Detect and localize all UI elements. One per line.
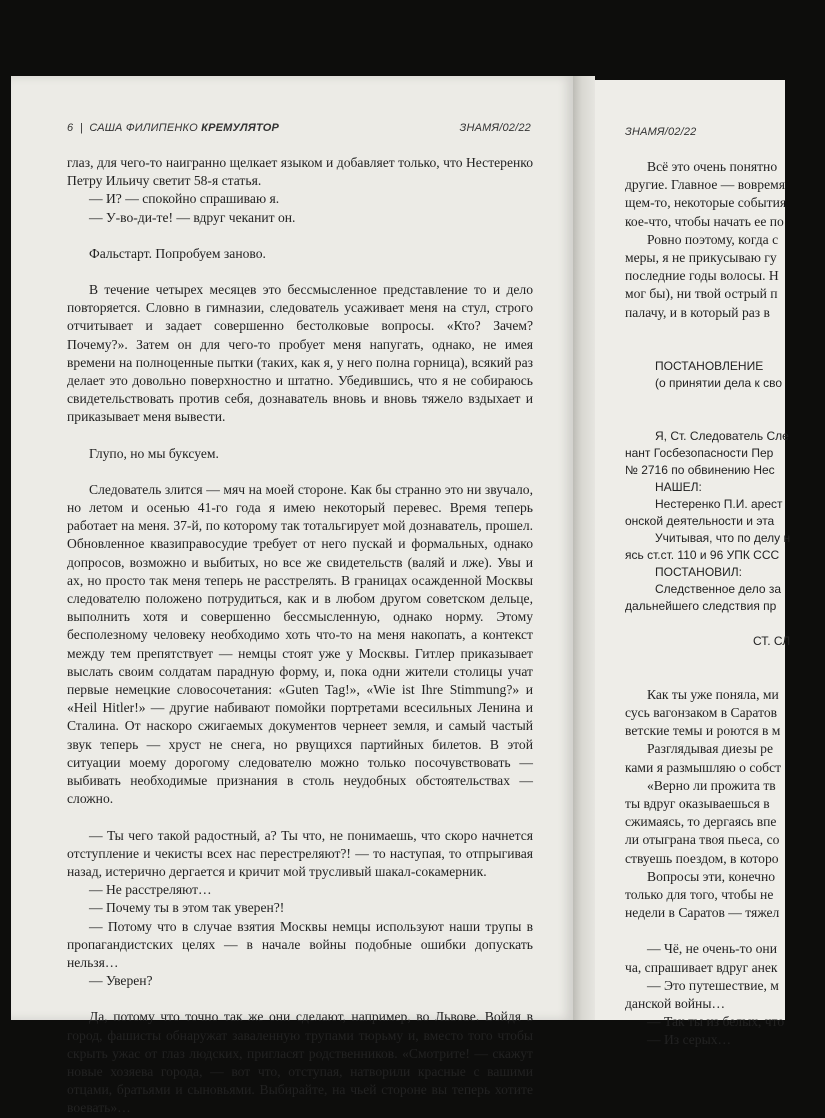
right-page-header: ЗНАМЯ/02/22 bbox=[625, 126, 697, 138]
text-line: последние годы волосы. Н bbox=[625, 268, 779, 284]
document-line: Нестеренко П.И. арест bbox=[655, 496, 783, 511]
text-line: меры, я не прикусываю гу bbox=[625, 250, 777, 266]
dialogue-line: — Уверен? bbox=[89, 973, 153, 989]
dialogue-line: ча, спрашивает вдруг анек bbox=[625, 959, 778, 975]
text-line: «Верно ли прожита тв bbox=[647, 777, 776, 793]
document-title: ПОСТАНОВЛЕНИЕ bbox=[655, 358, 764, 373]
paragraph: Глупо, но мы буксуем. bbox=[89, 445, 219, 461]
document-line: НАШЕЛ: bbox=[655, 479, 702, 494]
text-line: ветские темы и роются в м bbox=[625, 723, 781, 739]
text-line: ты вдруг оказываешься в bbox=[625, 796, 770, 812]
document-subtitle: (о принятии дела к сво bbox=[655, 375, 783, 390]
dialogue-line: — Не расстреляют… bbox=[89, 882, 212, 898]
text-line: мог бы), ни твой острый п bbox=[625, 286, 778, 302]
dialogue-line: — Почему ты в этом так уверен?! bbox=[89, 900, 285, 916]
paragraph: Да, потому что точно так же они сделают, например, во Львове. Войдя в город, фашисты обнаружат заваленную трупами тюрьму и, вместо того чтобы скрыть ужас от глаз людских, пригласят родственников. «Смотрите! — скажут новые хозяева города, — вот что, отступая, натворили красные с вашими отцами, братьями и сыновьями. Выбирайте, на чьей стороне вы теперь хотите воевать»… bbox=[67, 1009, 533, 1116]
text-line: ли отыграна твоя пьеса, со bbox=[625, 832, 780, 848]
dialogue-line: — Так ты из белых, что bbox=[647, 1014, 785, 1030]
text-line: Разглядывая диезы ре bbox=[647, 741, 773, 757]
document-line: онской деятельности и эта bbox=[625, 513, 775, 528]
dialogue-line: — И? — спокойно спрашиваю я. bbox=[89, 191, 280, 207]
document-line: Я, Ст. Следователь Сле bbox=[655, 428, 789, 443]
right-text-column bbox=[625, 158, 825, 1050]
text-line: Как ты уже поняла, ми bbox=[647, 686, 779, 702]
dialogue-line: данской войны… bbox=[625, 996, 726, 1012]
document-line: Следственное дело за bbox=[655, 581, 782, 596]
page-gutter bbox=[573, 76, 595, 1020]
text-line: сжимаясь, то дергаясь впе bbox=[625, 814, 777, 830]
text-line: щем-то, некоторые события bbox=[625, 195, 787, 211]
document-signature: СТ. СЛ bbox=[753, 633, 791, 648]
text-line: палачу, и в который раз в bbox=[625, 304, 770, 320]
text-line: Всё это очень понятно bbox=[647, 159, 778, 174]
dialogue-line: — Чё, не очень-то они bbox=[647, 941, 777, 957]
text-line: Ровно поэтому, когда с bbox=[647, 231, 779, 247]
text-line: недели в Саратов — тяжел bbox=[625, 905, 780, 921]
header-separator: | bbox=[79, 122, 83, 134]
magazine-issue: ЗНАМЯ/02/22 bbox=[459, 122, 531, 134]
text-line: Вопросы эти, конечно bbox=[647, 868, 776, 884]
document-line: нант Госбезопасности Пер bbox=[625, 445, 774, 460]
dialogue-line: — Потому что в случае взятия Москвы немцы используют наши трупы в пропагандистских целях — в начале войны подобные ошибки допускать нельзя… bbox=[67, 918, 533, 970]
text-line: ками я размышляю о собст bbox=[625, 759, 782, 775]
document-line: Учитывая, что по делу н bbox=[655, 530, 791, 545]
dialogue-line: — Это путешествие, м bbox=[647, 977, 779, 993]
book-title: КРЕМУЛЯТОР bbox=[201, 122, 280, 134]
right-page bbox=[595, 80, 791, 1048]
text-line: другие. Главное — вовремя bbox=[625, 177, 785, 193]
dialogue-line: — Ты чего такой радостный, а? Ты что, не понимаешь, что скоро начнется отступление и чекисты всех нас перестреляют?! — то наступая, то отпрыгивая назад, истерично дергается и кричит мой трусливый шакал-сокамерник. bbox=[67, 827, 533, 879]
text-line: только для того, чтобы не bbox=[625, 887, 774, 903]
text-line: ствуешь поездом, в которо bbox=[625, 850, 779, 866]
document-line: ясь ст.ст. 110 и 96 УПК ССС bbox=[625, 547, 780, 562]
dialogue-line: — Из серых… bbox=[647, 1032, 732, 1048]
left-page-header bbox=[67, 122, 531, 134]
left-text-column bbox=[67, 154, 533, 1118]
paragraph: Фальстарт. Попробуем заново. bbox=[89, 245, 266, 261]
resolution-document bbox=[625, 358, 825, 650]
text-line: сусь вагонзаком в Саратов bbox=[625, 705, 778, 721]
paragraph: В течение четырех месяцев это бессмысленное представление то и дело повторяется. Словно в гимназии, следователь усаживает меня на стул, строго отчитывает и задает совершенно бестолковые вопросы. «Кто? Зачем? Почему?». Затем он для чего-то пробует меня напугать, однако, не имея времени на полноценные пытки (таких, как я, у него полна горница), всякий раз делает это довольно поверхностно и штатно. Убедившись, что я не собираюсь свидетельствовать против себя, дознаватель вновь и вновь тяжело вздыхает и приказывает меня вывести. bbox=[67, 282, 533, 425]
document-line: дальнейшего следствия пр bbox=[625, 598, 777, 613]
author-name: САША ФИЛИПЕНКО bbox=[89, 122, 198, 134]
dialogue-line: — У-во-ди-те! — вдруг чеканит он. bbox=[89, 209, 296, 225]
paragraph: Следователь злится — мяч на моей стороне. Как бы странно это ни звучало, но летом и осенью 41-го года я имею некоторый перевес. Время теперь работает на меня. 37-й, по которому так тотальгирует мой дознаватель, прошел. Обновленное квазиправосудие требует от него пускай и формальных, однако допросов, возможно и выбитых, но все же свидетельств (валяй и лже). Увы и ах, но просто так меня теперь не расстрелять. В границах осажденной Москвы следователю положено потрудиться, как и в любом другом советском дельце, выполнить хотя и совершенно бессмысленную, однако норму. Этому бесполезному человеку необходимо хоть что-то на меня накопать, а контекст между тем препятствует — немцы стоят уже у Москвы. Гитлер приказывает выслать своим солдатам парадную форму, и, пока одни жители столицы учат первые немецкие словосочетания: «Guten Tag!», «Wie ist Ihre Stimmung?» и «Heil Hitler!» — другие набивают помойки портретами всесильных Ленина и Сталина. От наскоро сжигаемых документов чернеет земля, и самый частый звук теперь — хруст не снега, но рвущихся партийных билетов. В этой ситуации моему дорогому следователю можно только посочувствовать — выбивать необходимые признания в столь неудобных обстоятельствах — сложно. bbox=[67, 481, 533, 807]
left-page bbox=[11, 76, 573, 1116]
page-number: 6 bbox=[67, 122, 74, 134]
text-line: кое-что, чтобы начать ее по bbox=[625, 213, 784, 229]
document-line: ПОСТАНОВИЛ: bbox=[655, 564, 742, 579]
paragraph: глаз, для чего-то наигранно щелкает языком и добавляет только, что Нестеренко Петру Ильичу светит 58-я статья. bbox=[67, 155, 533, 189]
document-line: № 2716 по обвинению Нес bbox=[625, 462, 775, 477]
